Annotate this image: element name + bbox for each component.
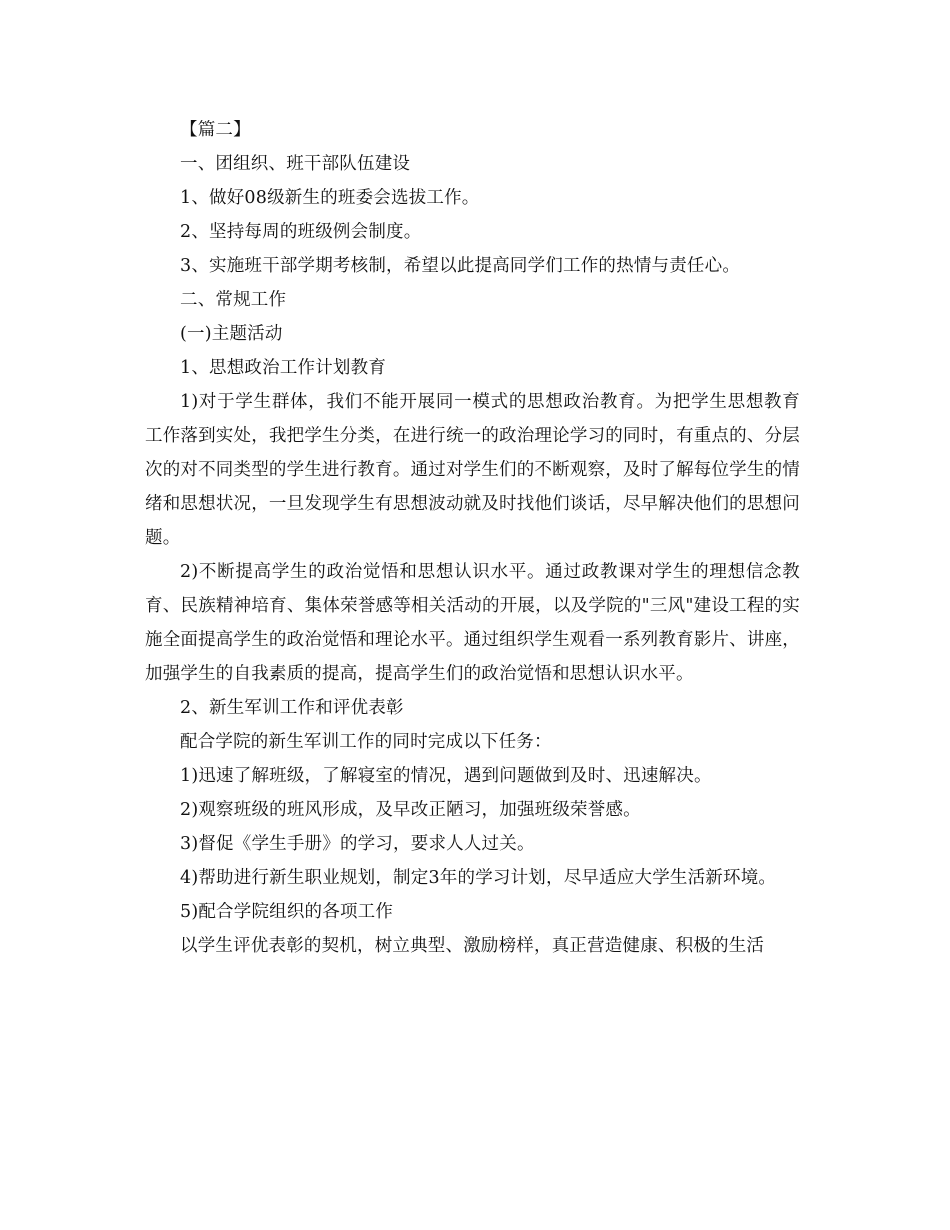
subheading-political-education: 1、思想政治工作计划教育 xyxy=(180,358,387,378)
list-item: 4)帮助进行新生职业规划，制定3年的学习计划，尽早适应大学生活新环境。 xyxy=(180,868,777,888)
document-body xyxy=(145,113,800,963)
list-item: 1、做好08级新生的班委会选拔工作。 xyxy=(180,188,480,208)
subheading-military-training: 2、新生军训工作和评优表彰 xyxy=(180,698,404,718)
subheading-theme-activities: (一)主题活动 xyxy=(180,324,283,344)
list-item: 3、实施班干部学期考核制，希望以此提高同学们工作的热情与责任心。 xyxy=(180,256,741,276)
heading-team-building: 一、团组织、班干部队伍建设 xyxy=(180,154,411,174)
list-item: 2、坚持每周的班级例会制度。 xyxy=(180,222,422,242)
list-item: 3)督促《学生手册》的学习，要求人人过关。 xyxy=(180,834,535,854)
heading-routine-work: 二、常规工作 xyxy=(180,290,287,310)
body-paragraph: 2)不断提高学生的政治觉悟和思想认识水平。通过政教课对学生的理想信念教育、民族精神培育、集体荣誉感等相关活动的开展，以及学院的"三风"建设工程的实施全面提高学生的政治觉悟和理论水平。通过组织学生观看一系列教育影片、讲座，加强学生的自我素质的提高，提高学生们的政治觉悟和思想认识水平。 xyxy=(145,562,800,684)
list-item: 1)迅速了解班级，了解寝室的情况，遇到问题做到及时、迅速解决。 xyxy=(180,766,712,786)
section-heading: 【篇二】 xyxy=(180,120,251,140)
list-item: 5)配合学院组织的各项工作 xyxy=(180,902,394,922)
body-paragraph: 以学生评优表彰的契机，树立典型、激励榜样，真正营造健康、积极的生活 xyxy=(180,936,765,956)
body-paragraph: 配合学院的新生军训工作的同时完成以下任务： xyxy=(180,732,552,752)
list-item: 2)观察班级的班风形成，及早改正陋习，加强班级荣誉感。 xyxy=(180,800,641,820)
body-paragraph: 1)对于学生群体，我们不能开展同一模式的思想政治教育。为把学生思想教育工作落到实处，我把学生分类，在进行统一的政治理论学习的同时，有重点的、分层次的对不同类型的学生进行教育。通过对学生们的不断观察，及时了解每位学生的情绪和思想状况，一旦发现学生有思想波动就及时找他们谈话，尽早解决他们的思想问题。 xyxy=(145,392,800,548)
